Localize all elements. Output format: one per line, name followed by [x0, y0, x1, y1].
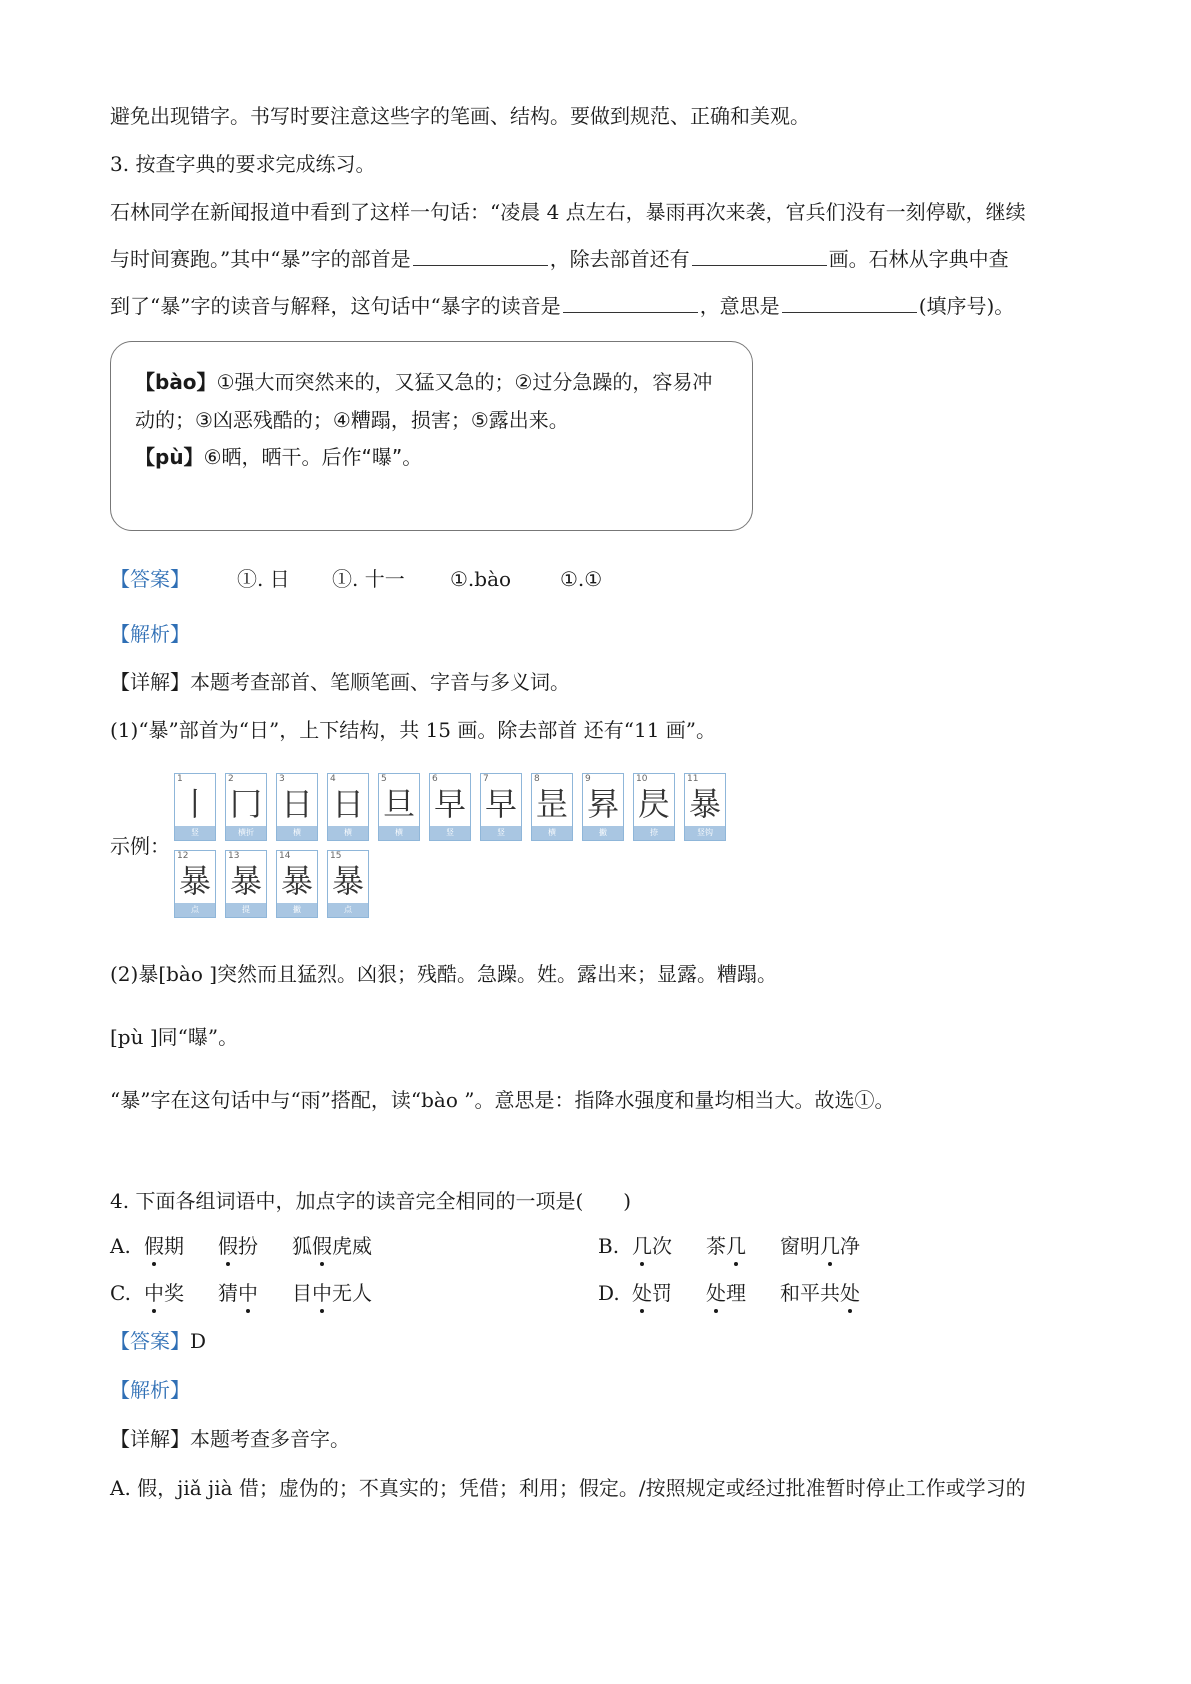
- stroke-step-3: [276, 773, 318, 841]
- stroke-step-glyph: 暴: [229, 862, 262, 900]
- q4-analysis-label: 【解析】: [110, 1378, 190, 1402]
- dotted-char: 几: [726, 1234, 746, 1258]
- option-word: 茶几: [706, 1234, 746, 1258]
- stroke-step-name: 点: [328, 903, 368, 917]
- stroke-step-name: 横折: [226, 826, 266, 840]
- stroke-step-15: [327, 850, 369, 918]
- q3-paragraph-4: “暴”字在这句话中与“雨”搭配，读“bào ”。意思是：指降水强度和量均相当大。故选①。: [110, 1088, 895, 1112]
- dotted-char: 几: [632, 1234, 652, 1258]
- q3-text-2b: ，除去部首还有: [549, 247, 690, 271]
- answer-blank-pronunciation[interactable]: [563, 292, 698, 313]
- option-word: 和平共处: [780, 1281, 860, 1305]
- q4-option-a[interactable]: [110, 1232, 372, 1260]
- stroke-step-13: [225, 850, 267, 918]
- q3-text-3c: (填序号)。: [918, 294, 1015, 318]
- option-label: B.: [598, 1234, 620, 1258]
- option-label: A.: [110, 1234, 131, 1258]
- stroke-step-4: [327, 773, 369, 841]
- q3-answer-3: ①.bào: [450, 567, 512, 591]
- stroke-step-12: [174, 850, 216, 918]
- stroke-step-number: 7: [483, 774, 489, 784]
- q3-title: 3. 按查字典的要求完成练习。: [110, 152, 376, 176]
- q3-text-line2: [110, 245, 1009, 273]
- option-word: 中奖: [144, 1281, 184, 1305]
- option-word: 窗明几净: [780, 1234, 860, 1258]
- q3-answer-1: ①. 日: [237, 567, 290, 591]
- stroke-step-name: 竖钩: [685, 826, 725, 840]
- dict-pu-text: ⑥晒，晒干。后作“曝”。: [203, 445, 423, 469]
- option-word: 目中无人: [292, 1281, 372, 1305]
- q3-paragraph-3: [pù ]同“曝”。: [110, 1025, 239, 1049]
- stroke-step-glyph: 暴: [178, 862, 211, 900]
- stroke-step-number: 8: [534, 774, 540, 784]
- stroke-step-2: [225, 773, 267, 841]
- option-word: 处罚: [632, 1281, 672, 1305]
- dict-pu-line: [135, 443, 422, 471]
- stroke-step-number: 10: [636, 774, 648, 784]
- q3-answer-label: 【答案】: [110, 567, 190, 591]
- q4-answer-label: 【答案】: [110, 1329, 190, 1353]
- q3-text-2a: 与时间赛跑。”其中“暴”字的部首是: [110, 247, 411, 271]
- stroke-step-name: 横: [379, 826, 419, 840]
- stroke-step-number: 3: [279, 774, 285, 784]
- stroke-step-name: 横: [532, 826, 572, 840]
- stroke-step-name: 横: [277, 826, 317, 840]
- stroke-step-glyph: 昰: [535, 785, 568, 823]
- intro-text: 避免出现错字。书写时要注意这些字的笔画、结构。要做到规范、正确和美观。: [110, 104, 810, 128]
- q3-text-line1: 石林同学在新闻报道中看到了这样一句话：“凌晨 4 点左右，暴雨再次来袭，官兵们没有一刻停歇，继续: [110, 200, 1026, 224]
- dotted-char: 处: [706, 1281, 726, 1305]
- stroke-step-name: 撇: [277, 903, 317, 917]
- option-word: 几次: [632, 1234, 672, 1258]
- stroke-step-glyph: 冂: [229, 785, 262, 823]
- stroke-step-number: 11: [687, 774, 699, 784]
- dotted-char: 几: [820, 1234, 840, 1258]
- option-word: 假期: [144, 1234, 184, 1258]
- q3-text-3b: ，意思是: [699, 294, 780, 318]
- stroke-step-glyph: 旦: [382, 785, 415, 823]
- dotted-char: 处: [840, 1281, 860, 1305]
- q4-option-d[interactable]: [598, 1279, 860, 1307]
- stroke-step-glyph: 早: [484, 785, 517, 823]
- dotted-char: 处: [632, 1281, 652, 1305]
- q3-detail: 【详解】本题考查部首、笔顺笔画、字音与多义词。: [110, 670, 570, 694]
- q3-paragraph-1: (1)“暴”部首为“日”，上下结构，共 15 画。除去部首 还有“11 画”。: [110, 718, 717, 742]
- dotted-char: 中: [238, 1281, 258, 1305]
- option-label: D.: [598, 1281, 620, 1305]
- dotted-char: 假: [218, 1234, 238, 1258]
- stroke-step-glyph: 昃: [637, 785, 670, 823]
- answer-blank-strokes[interactable]: [692, 245, 827, 266]
- stroke-step-5: [378, 773, 420, 841]
- q4-answer-value: D: [190, 1329, 207, 1353]
- dict-bao-line2: 动的；③凶恶残酷的；④糟蹋，损害；⑤露出来。: [135, 408, 569, 432]
- stroke-step-number: 15: [330, 851, 342, 861]
- stroke-step-glyph: 暴: [280, 862, 313, 900]
- stroke-step-glyph: 昪: [586, 785, 619, 823]
- stroke-step-glyph: 日: [280, 785, 313, 823]
- stroke-step-name: 捺: [634, 826, 674, 840]
- stroke-step-8: [531, 773, 573, 841]
- q4-answer-line: [110, 1327, 206, 1355]
- stroke-step-glyph: 早: [433, 785, 466, 823]
- q3-paragraph-2: (2)暴[bào ]突然而且猛烈。凶狠；残酷。急躁。姓。露出来；显露。糟蹋。: [110, 962, 778, 986]
- option-label: C.: [110, 1281, 131, 1305]
- stroke-step-name: 竖: [481, 826, 521, 840]
- stroke-step-number: 2: [228, 774, 234, 784]
- stroke-step-name: 点: [175, 903, 215, 917]
- stroke-step-glyph: 丨: [178, 785, 211, 823]
- stroke-step-glyph: 暴: [331, 862, 364, 900]
- dictionary-entry-box: [110, 341, 753, 531]
- dotted-char: 假: [312, 1234, 332, 1258]
- dotted-char: 中: [144, 1281, 164, 1305]
- stroke-step-name: 撇: [583, 826, 623, 840]
- stroke-step-7: [480, 773, 522, 841]
- dict-bao-tag: 【bào】: [135, 370, 217, 394]
- dict-bao-text1: ①强大而突然来的，又猛又急的；②过分急躁的，容易冲: [216, 370, 713, 394]
- stroke-step-number: 12: [177, 851, 189, 861]
- q3-answer-4: ①.①: [560, 567, 603, 591]
- stroke-step-number: 13: [228, 851, 240, 861]
- answer-blank-meaning[interactable]: [782, 292, 917, 313]
- stroke-step-14: [276, 850, 318, 918]
- q3-text-2c: 画。石林从字典中查: [828, 247, 1009, 271]
- option-word: 猜中: [218, 1281, 258, 1305]
- stroke-step-10: [633, 773, 675, 841]
- stroke-step-name: 横: [328, 826, 368, 840]
- stroke-step-number: 9: [585, 774, 591, 784]
- q4-option-b[interactable]: [598, 1232, 860, 1260]
- dict-bao-line1: [135, 368, 712, 396]
- dotted-char: 中: [312, 1281, 332, 1305]
- dict-pu-tag: 【pù】: [135, 445, 204, 469]
- stroke-step-glyph: 日: [331, 785, 364, 823]
- stroke-step-name: 竖: [175, 826, 215, 840]
- stroke-step-number: 5: [381, 774, 387, 784]
- q4-a-explanation: A. 假，jiǎ jià 借；虚伪的；不真实的；凭借；利用；假定。/按照规定或经过批准暂时停止工作或学习的: [110, 1476, 1026, 1500]
- dotted-char: 假: [144, 1234, 164, 1258]
- stroke-step-number: 6: [432, 774, 438, 784]
- stroke-step-9: [582, 773, 624, 841]
- stroke-step-number: 4: [330, 774, 336, 784]
- stroke-step-glyph: 暴: [688, 785, 721, 823]
- option-word: 狐假虎威: [292, 1234, 372, 1258]
- q3-text-3a: 到了“暴”字的读音与解释，这句话中“暴字的读音是: [110, 294, 561, 318]
- q4-detail: 【详解】本题考查多音字。: [110, 1427, 350, 1451]
- stroke-step-name: 竖: [430, 826, 470, 840]
- stroke-step-number: 1: [177, 774, 183, 784]
- stroke-step-6: [429, 773, 471, 841]
- q3-analysis-label: 【解析】: [110, 622, 190, 646]
- q4-option-c[interactable]: [110, 1279, 372, 1307]
- q4-title: 4. 下面各组词语中，加点字的读音完全相同的一项是( ): [110, 1189, 632, 1213]
- q3-text-line3: [110, 292, 1014, 320]
- stroke-step-number: 14: [279, 851, 291, 861]
- q3-answer-2: ①. 十一: [332, 567, 405, 591]
- answer-blank-radical[interactable]: [413, 245, 548, 266]
- stroke-step-name: 提: [226, 903, 266, 917]
- example-label: 示例：: [110, 834, 170, 858]
- stroke-step-11: [684, 773, 726, 841]
- option-word: 处理: [706, 1281, 746, 1305]
- stroke-step-1: [174, 773, 216, 841]
- option-word: 假扮: [218, 1234, 258, 1258]
